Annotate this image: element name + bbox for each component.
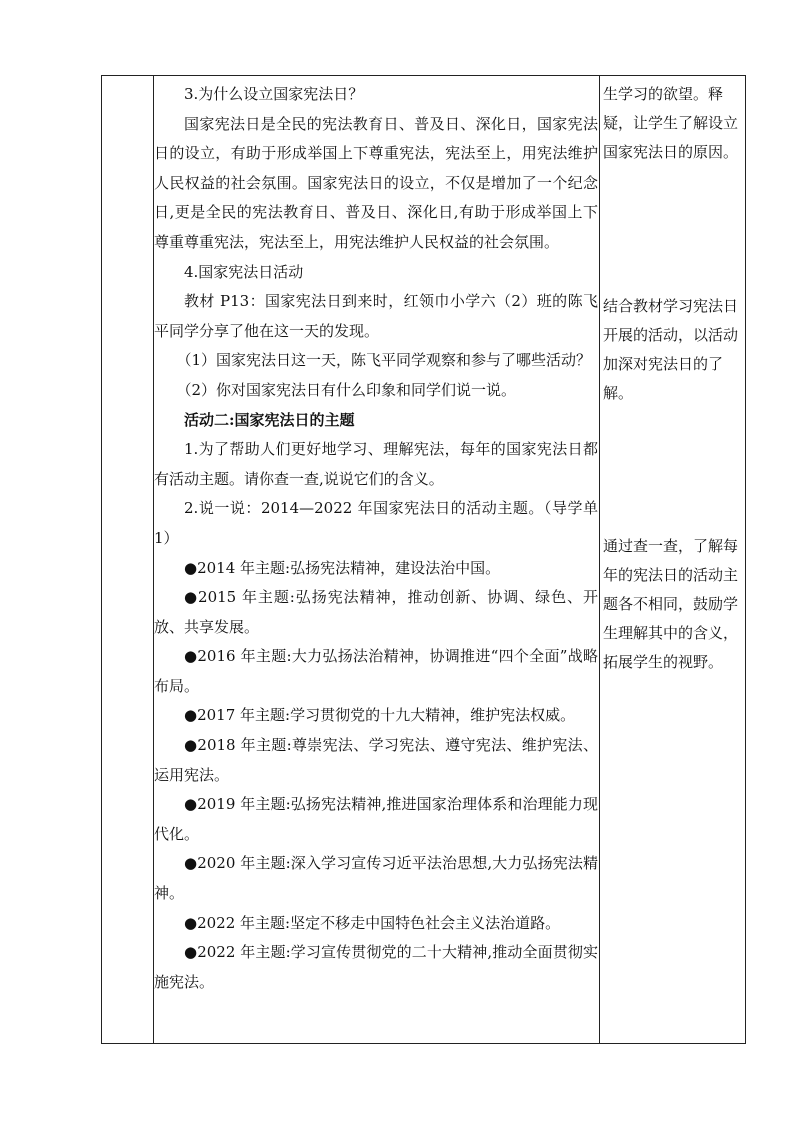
design-intent-note-2: 结合教材学习宪法日开展的活动，以活动加深对宪法日的了解。 [603,297,739,402]
theme-2022-b: ●2022 年主题:学习宣传贯彻党的二十大精神,推动全面贯彻实施宪法。 [154,943,598,991]
theme-2020: ●2020 年主题:深入学习宣传习近平法治思想,大力弘扬宪法精神。 [154,854,598,903]
theme-2019: ●2019 年主题:弘扬宪法精神,推进国家治理体系和治理能力现代化。 [154,795,598,843]
column-divider [599,76,600,1043]
paragraph-constitution-day-meaning: 国家宪法日是全民的宪法教育日、普及日、深化日，国家宪法日的设立，有助于形成举国上下尊重宪法，宪法至上，用宪法维护人民权益的社会氛围。国家宪法日的设立，不仅是增加了一个纪念日,更是全民的宪法教育日、普及日、深化日,有助于形成举国上下尊重尊重宪法，宪法至上，用宪法维护人民权益的社会氛围。 [154,114,598,251]
theme-2022-a: ●2022 年主题:坚定不移走中国特色社会主义法治道路。 [184,913,561,932]
question-2: （2）你对国家宪法日有什么印象和同学们说一说。 [176,380,517,399]
design-intent-note-3: 通过查一查，了解每年的宪法日的活动主题各不相同，鼓励学生理解其中的含义，拓展学生的视野。 [603,537,739,671]
paragraph-textbook-p13: 教材 P13：国家宪法日到来时，红领巾小学六（2）班的陈飞平同学分享了他在这一天的发现。 [154,292,598,340]
theme-2018: ●2018 年主题:尊崇宪法、学习宪法、遵守宪法、维护宪法、运用宪法。 [154,736,598,784]
activity-2-title: 活动二:国家宪法日的主题 [184,410,355,429]
theme-2014: ●2014 年主题:弘扬宪法精神，建设法治中国。 [184,558,501,577]
paragraph-activity-themes: 1.为了帮助人们更好地学习、理解宪法，每年的国家宪法日都有活动主题。请你查一查,说说它们的含义。 [154,440,598,488]
theme-2015: ●2015 年主题:弘扬宪法精神，推动创新、协调、绿色、开放、共享发展。 [154,588,598,636]
heading-why-constitution-day: 3.为什么设立国家宪法日？ [184,85,364,103]
paragraph-say-themes: 2.说一说：2014—2022 年国家宪法日的活动主题。（导学单 1） [154,499,598,547]
design-intent-note-1: 生学习的欲望。释疑，让学生了解设立国家宪法日的原因。 [603,85,739,161]
lesson-plan-table [101,75,746,1044]
teaching-content-cell [154,80,598,997]
question-1: （1）国家宪法日这一天，陈飞平同学观察和参与了哪些活动？ [176,351,592,370]
theme-2016: ●2016 年主题:大力弘扬法治精神，协调推进“四个全面”战略布局。 [154,647,598,695]
theme-2017: ●2017 年主题:学习贯彻党的十九大精神，维护宪法权威。 [184,706,576,725]
heading-constitution-day-activities: 4.国家宪法日活动 [184,262,304,281]
